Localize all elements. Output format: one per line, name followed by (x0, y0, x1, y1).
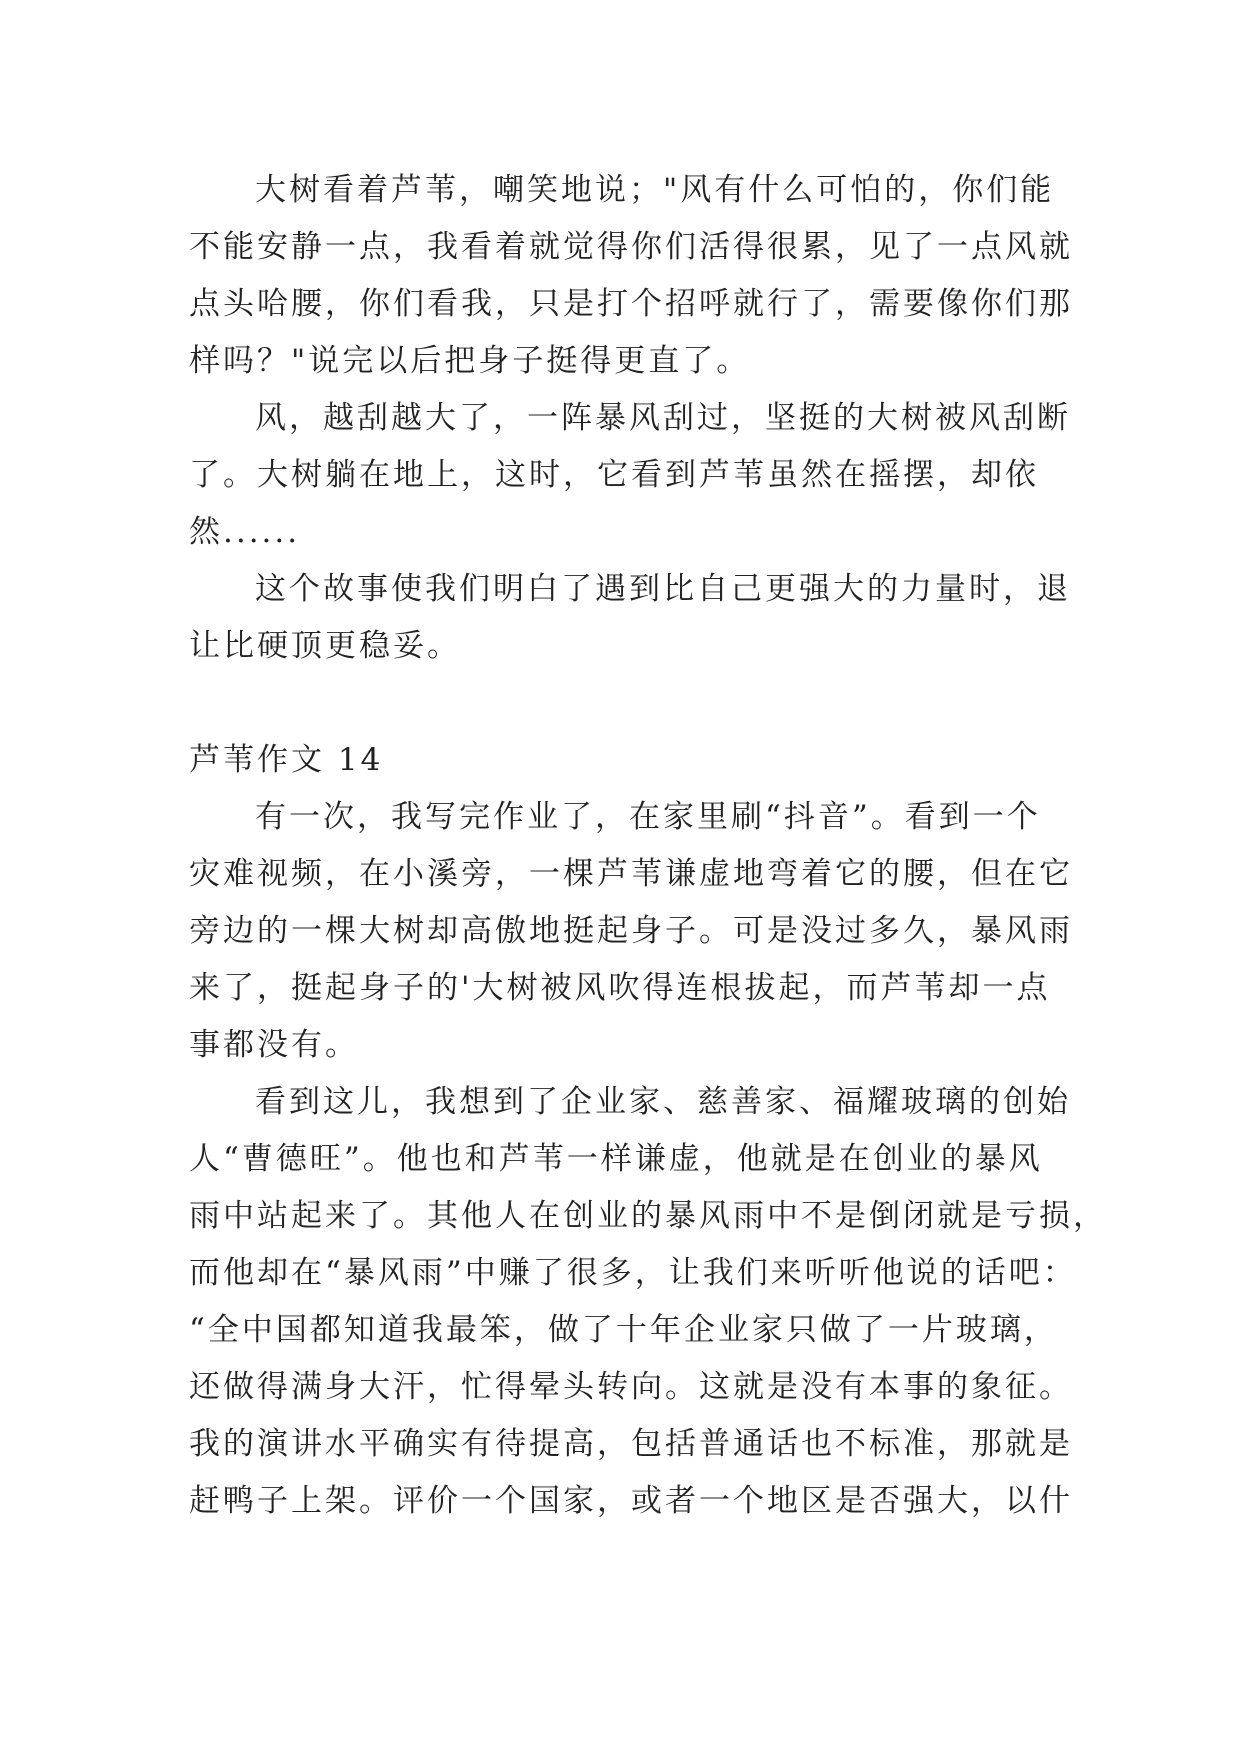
paragraph (189, 561, 1071, 675)
text-line: “全中国都知道我最笨，做了十年企业家只做了一片玻璃， (189, 1312, 1058, 1348)
text-line: 我的演讲水平确实有待提高，包括普通话也不标准，那就是 (189, 1426, 1073, 1462)
section-heading-text: 芦苇作文 14 (189, 742, 384, 778)
text-line: 风，越刮越大了，一阵暴风刮过，坚挺的大树被风刮断 (255, 400, 1071, 436)
text-line: 旁边的一棵大树却高傲地挺起身子。可是没过多久，暴风雨 (189, 913, 1073, 949)
paragraph (189, 1074, 1107, 1530)
text-line: 事都没有。 (189, 1027, 359, 1063)
text-line: 大树看着芦苇，嘲笑地说；"风有什么可怕的，你们能 (255, 172, 1055, 208)
document-body (189, 162, 1107, 1530)
text-line: 而他却在“暴风雨”中赚了很多，让我们来听听他说的话吧： (189, 1255, 1077, 1291)
text-line: 还做得满身大汗，忙得晕头转向。这就是没有本事的象征。 (189, 1369, 1073, 1405)
text-line: 有一次，我写完作业了，在家里刷“抖音”。看到一个 (255, 799, 1041, 835)
paragraph (189, 162, 1073, 390)
text-line: 点头哈腰，你们看我，只是打个招呼就行了，需要像你们那 (189, 286, 1073, 322)
text-line: 雨中站起来了。其他人在创业的暴风雨中不是倒闭就是亏损， (189, 1198, 1107, 1234)
text-line: 看到这儿，我想到了企业家、慈善家、福耀玻璃的创始 (255, 1084, 1071, 1120)
text-line: 灾难视频，在小溪旁，一棵芦苇谦虚地弯着它的腰，但在它 (189, 856, 1073, 892)
paragraph (189, 789, 1073, 1074)
text-line: 这个故事使我们明白了遇到比自己更强大的力量时，退 (255, 571, 1071, 607)
text-line: 来了，挺起身子的'大树被风吹得连根拔起，而芦苇却一点 (189, 970, 1051, 1006)
text-line: 了。大树躺在地上，这时，它看到芦苇虽然在摇摆，却依 (189, 457, 1039, 493)
text-line: 赶鸭子上架。评价一个国家，或者一个地区是否强大，以什 (189, 1483, 1073, 1519)
text-line: 样吗？"说完以后把身子挺得更直了。 (189, 343, 751, 379)
section-heading (189, 732, 1055, 789)
text-line: 然...... (189, 514, 301, 550)
text-line: 让比硬顶更稳妥。 (189, 628, 461, 664)
text-line: 人“曹德旺”。他也和芦苇一样谦虚，他就是在创业的暴风 (189, 1141, 1043, 1177)
text-line: 不能安静一点，我看着就觉得你们活得很累，见了一点风就 (189, 229, 1073, 265)
paragraph (189, 390, 1071, 561)
